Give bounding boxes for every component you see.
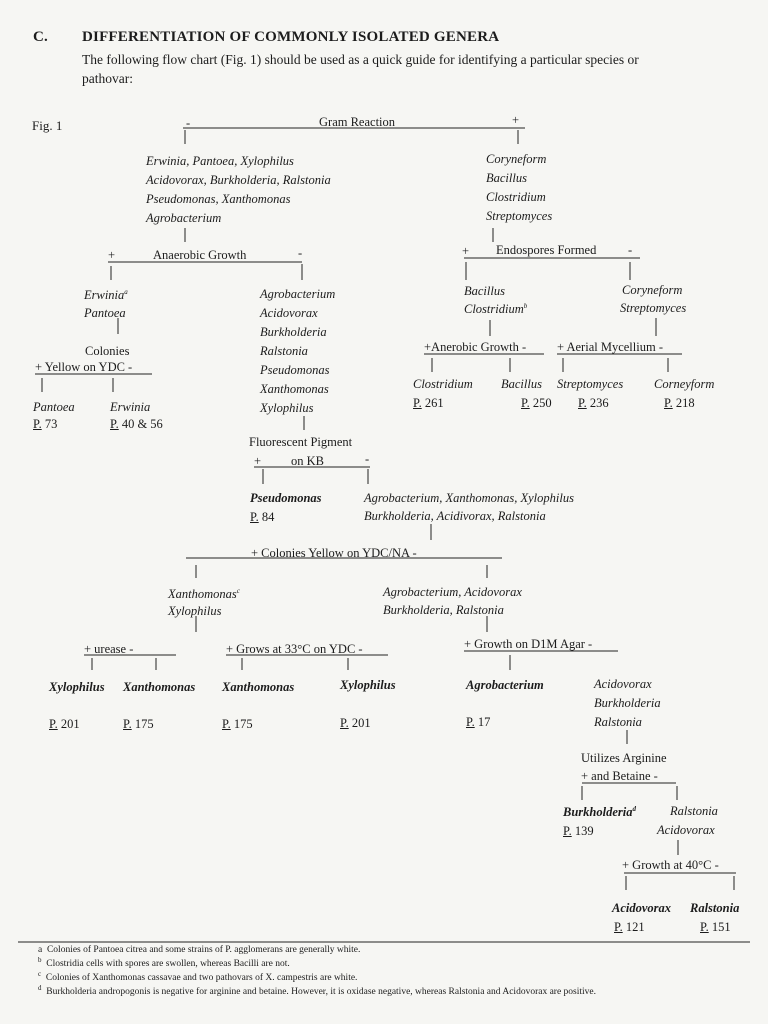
footnote-d: $^d$ Burkholderia andropogonis is negative for arginine and betaine. However, it is oxidase negative, whereas Ralstonia and Acidovorax are positive. — [38, 983, 597, 997]
burkholderia-leaf: Burkholderia$^d$ — [563, 804, 636, 819]
intro-paragraph: The following flow chart (Fig. 1) should be used as a quick guide for identifying a particular species or pathovar: — [82, 52, 639, 86]
corneyform-leaf: Corneyform — [654, 377, 715, 391]
dim-agar-label: + Growth on D1M Agar - — [464, 637, 593, 651]
erwinia-page: P. 40 & 56 — [110, 417, 163, 431]
aerial-mycelium-label: + Aerial Mycellium - — [557, 340, 663, 354]
erwinia-label: Erwinia$^a$ — [84, 287, 128, 302]
acidovorax-page: P. 121 — [614, 920, 645, 934]
anaerobic-plus: + — [108, 248, 116, 262]
clostridium-leaf: Clostridium — [413, 377, 473, 391]
ralstonia-page: P. 151 — [700, 920, 731, 934]
gram-plus: + — [512, 113, 520, 127]
acidovorax-label: Acidovorax — [657, 823, 715, 837]
and-betaine-label: + and Betaine - — [581, 769, 658, 783]
agrobacterium-page: P. 17 — [466, 715, 491, 729]
fluorescent-plus: + — [254, 454, 262, 468]
colonies-yellow-ydc-label: + Yellow on YDC - — [35, 360, 133, 374]
endospores-label: Endospores Formed — [496, 243, 597, 257]
fluorescent-on-kb: on KB — [291, 454, 324, 468]
xylophilus-group: Xylophilus — [168, 604, 222, 618]
xanthomonas-page-1: P. 175 — [123, 717, 154, 731]
pseudomonas-leaf: Pseudomonas — [250, 491, 322, 505]
fluorescent-pigment-label: Fluorescent Pigment — [249, 435, 353, 449]
anaerobic-minus: - — [298, 246, 303, 260]
grows-33c-label: + Grows at 33°C on YDC - — [226, 642, 363, 656]
urease-label: + urease - — [84, 642, 134, 656]
xanthomonas-page-2: P. 175 — [222, 717, 253, 731]
xylophilus-page-2: P. 201 — [340, 716, 371, 730]
xylophilus-leaf-2: Xylophilus — [340, 678, 396, 692]
figure-label: Fig. 1 — [32, 118, 63, 133]
utilizes-arginine-label: Utilizes Arginine — [581, 751, 667, 765]
agrobacterium-leaf: Agrobacterium — [466, 678, 544, 692]
xylophilus-page-1: P. 201 — [49, 717, 80, 731]
xanthomonas-leaf-2: Xanthomonas — [222, 680, 295, 694]
xanthomonas-group: Xanthomonas$^c$ — [168, 586, 240, 601]
gram-positive-genera: Coryneform Bacillus Clostridium Streptomyces — [486, 152, 553, 223]
clostridium-page: P. 261 — [413, 396, 444, 410]
streptomyces-page: P. 236 — [578, 396, 609, 410]
anaerobic-negative-genera: Agrobacterium Acidovorax Burkholderia Ralstonia Pseudomonas Xanthomonas Xylophilus — [260, 287, 336, 415]
pantoea-label: Pantoea — [84, 306, 126, 320]
erwinia-leaf: Erwinia — [110, 400, 151, 414]
ralstonia-leaf: Ralstonia — [690, 901, 740, 915]
fluorescent-minus: - — [365, 452, 370, 466]
streptomyces-leaf: Streptomyces — [557, 377, 624, 391]
section-title: DIFFERENTIATION OF COMMONLY ISOLATED GENERA — [82, 29, 500, 45]
pantoea-page: P. 73 — [33, 417, 58, 431]
streptomyces-label: Streptomyces — [620, 301, 687, 315]
gram-minus: - — [186, 116, 191, 130]
pantoea-leaf: Pantoea — [33, 400, 75, 414]
anaerobic-label: Anaerobic Growth — [153, 248, 247, 262]
ralstonia-label: Ralstonia — [670, 804, 718, 818]
colonies-yellow-ydcna-label: + Colonies Yellow on YDC/NA - — [251, 546, 417, 560]
bacillus-leaf: Bacillus — [501, 377, 542, 391]
acidovorax-burkholderia-ralstonia: Acidovorax Burkholderia Ralstonia — [594, 677, 661, 729]
anerobic-growth-label: +Anerobic Growth - — [424, 340, 527, 354]
xylophilus-leaf-1: Xylophilus — [49, 680, 105, 694]
footnote-b: $^b$ Clostridia cells with spores are swollen, whereas Bacilli are not. — [38, 955, 290, 969]
corneyform-page: P. 218 — [664, 396, 695, 410]
gram-reaction-label: Gram Reaction — [319, 115, 396, 129]
section-number: C. — [33, 29, 48, 45]
burkholderia-page: P. 139 — [563, 824, 594, 838]
xanthomonas-leaf-1: Xanthomonas — [123, 680, 196, 694]
acidovorax-leaf: Acidovorax — [612, 901, 672, 915]
endospores-plus: + — [462, 244, 470, 258]
colonies-title: Colonies — [85, 344, 130, 358]
clostridium-label: Clostridium$^b$ — [464, 301, 528, 316]
footnote-a: a Colonies of Pantoea citrea and some strains of P. agglomerans are generally white. — [38, 945, 361, 955]
footnote-c: $^c$ Colonies of Xanthomonas cassavae and two pathovars of X. campestris are white. — [38, 969, 358, 983]
coryneform-label: Coryneform — [622, 283, 683, 297]
agrobacterium-group: Agrobacterium, Acidovorax Burkholderia, Ralstonia — [383, 585, 522, 617]
non-fluorescent-genera: Agrobacterium, Xanthomonas, Xylophilus Burkholderia, Acidivorax, Ralstonia — [364, 491, 574, 523]
gram-negative-genera: Erwinia, Pantoea, Xylophilus Acidovorax, Burkholderia, Ralstonia Pseudomonas, Xanthomonas Agrobacterium — [146, 154, 331, 225]
bacillus-label: Bacillus — [464, 284, 505, 298]
endospores-minus: - — [628, 243, 633, 257]
pseudomonas-page: P. 84 — [250, 510, 275, 524]
bacillus-page: P. 250 — [521, 396, 552, 410]
growth-40c-label: + Growth at 40°C - — [622, 858, 719, 872]
